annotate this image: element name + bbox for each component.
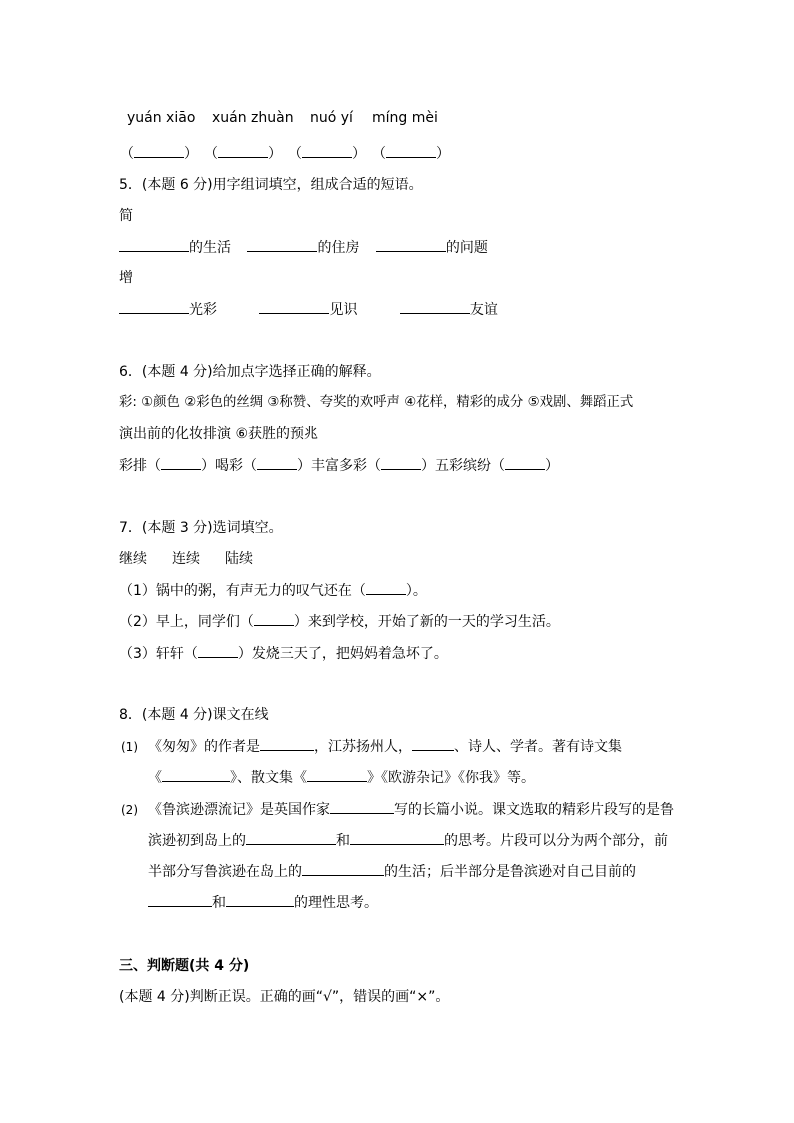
phrase-blank[interactable]	[400, 299, 470, 314]
pinyin-answer-blank[interactable]: （ ）	[288, 143, 366, 164]
phrase-blank[interactable]	[376, 237, 446, 252]
answer-blank[interactable]	[148, 892, 212, 907]
answer-blank[interactable]	[226, 892, 294, 907]
answer-blank[interactable]	[254, 611, 294, 626]
pinyin-xuanzhuan: xuán zhuàn	[212, 110, 294, 126]
pinyin-answer-blank[interactable]: （ ）	[372, 143, 450, 164]
item-2-line-1: 《鲁滨逊漂流记》是英国作家 写的长篇小说。课文选取的精彩片段写的是鲁	[148, 799, 674, 820]
item-1-line-2: 《 》、散文集《 》《欧游杂记》《你我》等。	[148, 767, 535, 788]
answer-blank[interactable]	[381, 455, 421, 470]
phrase-row-1: 的生活 的住房 的问题	[119, 237, 488, 258]
sentence-1: （1）锅中的粥，有声无力的叹气还在（ ）。	[119, 580, 427, 601]
pinyin-nuoyi: nuó yí	[310, 110, 353, 126]
answer-blank[interactable]	[505, 455, 545, 470]
target-character-zeng: 增	[119, 270, 133, 286]
answer-blank[interactable]	[198, 643, 238, 658]
pinyin-yuanxiao: yuán xiāo	[127, 110, 196, 126]
word-choices: 继续 连续 陆续	[119, 551, 253, 567]
target-character-jian: 简	[119, 208, 133, 224]
answer-blank[interactable]	[246, 830, 336, 845]
item-number-1: (1)	[121, 740, 138, 754]
sentence-3: （3）轩轩（ ）发烧三天了，把妈妈着急坏了。	[119, 643, 448, 664]
section-3-instruction: (本题 4 分)判断正误。正确的画“√”，错误的画“×”。	[119, 989, 450, 1005]
section-3-heading: 三、判断题(共 4 分)	[119, 958, 250, 974]
answer-blank[interactable]	[162, 767, 230, 782]
phrase-blank[interactable]	[119, 237, 189, 252]
definition-line-1: 彩: ①颜色 ②彩色的丝绸 ③称赞、夸奖的欢呼声 ④花样，精彩的成分 ⑤戏剧、舞蹈正式	[119, 395, 634, 410]
question-5-title: 5．(本题 6 分)用字组词填空，组成合适的短语。	[119, 177, 423, 193]
phrase-blank[interactable]	[259, 299, 329, 314]
phrase-blank[interactable]	[119, 299, 189, 314]
sentence-2: （2）早上，同学们（ ）来到学校，开始了新的一天的学习生活。	[119, 611, 560, 632]
phrase-row-2: 光彩 见识 友谊	[119, 299, 498, 320]
question-7-title: 7．(本题 3 分)选词填空。	[119, 520, 283, 536]
phrase-blank[interactable]	[247, 237, 317, 252]
answer-blank[interactable]	[260, 736, 314, 751]
pinyin-mingmei: míng mèi	[372, 110, 438, 126]
answer-blank[interactable]	[366, 580, 406, 595]
interpretation-answers: 彩排（ ）喝彩（ ）丰富多彩（ ）五彩缤纷（ ）	[119, 455, 559, 476]
answer-blank[interactable]	[330, 799, 394, 814]
answer-blank[interactable]	[412, 736, 454, 751]
pinyin-answer-blank[interactable]: （ ）	[204, 143, 282, 164]
item-2-line-4: 和 的理性思考。	[148, 892, 378, 913]
item-2-line-3: 半部分写鲁滨逊在岛上的 的生活；后半部分是鲁滨逊对自己目前的	[148, 861, 636, 882]
question-6-title: 6．(本题 4 分)给加点字选择正确的解释。	[119, 364, 381, 380]
pinyin-answer-blank[interactable]: （ ）	[120, 143, 198, 164]
answer-blank[interactable]	[307, 767, 367, 782]
answer-blank[interactable]	[161, 455, 201, 470]
item-2-line-2: 滨逊初到岛上的 和 的思考。片段可以分为两个部分，前	[148, 830, 668, 851]
answer-blank[interactable]	[302, 861, 384, 876]
item-1-line-1: 《匆匆》的作者是 ，江苏扬州人， 、诗人、学者。著有诗文集	[148, 736, 622, 757]
answer-blank[interactable]	[257, 455, 297, 470]
item-number-2: (2)	[121, 803, 138, 817]
question-8-title: 8．(本题 4 分)课文在线	[119, 707, 269, 723]
answer-blank[interactable]	[350, 830, 444, 845]
definition-line-2: 演出前的化妆排演 ⑥获胜的预兆	[119, 426, 319, 442]
